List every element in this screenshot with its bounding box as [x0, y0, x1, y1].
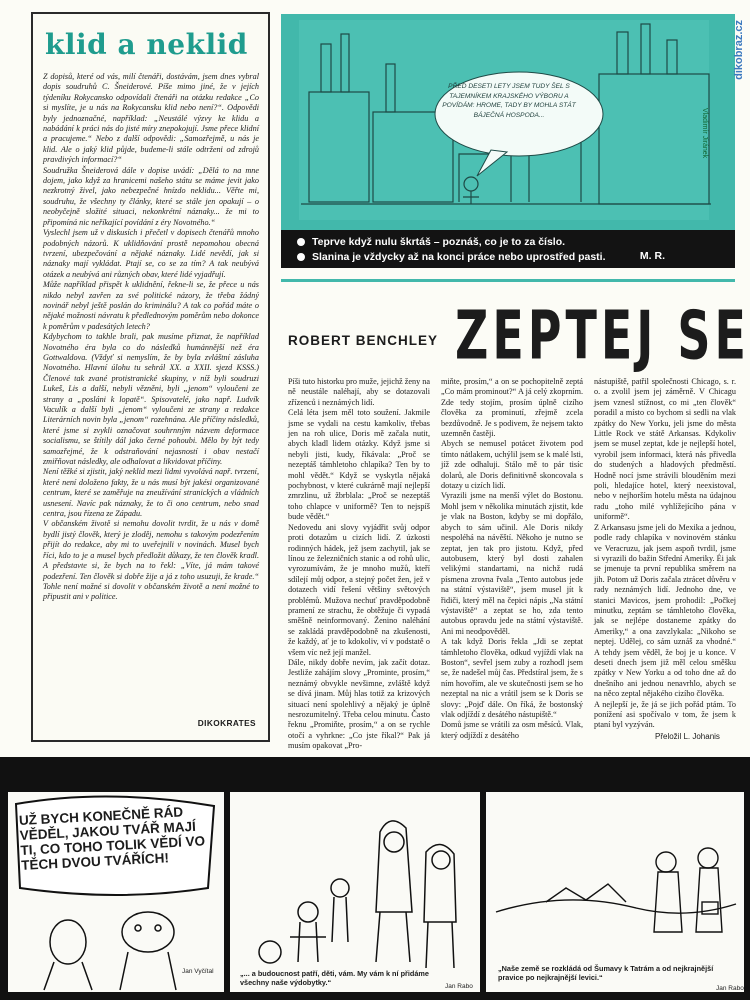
- comic-panel-3: [486, 792, 744, 992]
- watermark: dikobraz.cz: [733, 20, 745, 80]
- left-article-body: Z dopisů, které od vás, milí čtenáři, dostávám, jsem dnes vybral dopis soudruhů C. Šneiderové. Píše mimo jiné, že v jejích týdeníku Rokycansko odpovídali čtenáři na otázku redakce „Co si myslíte, je u nás na Rokycansku klid nebo není?“. Odpovědi byly jednoznačné, například: „Neustálé výzvy ke klidu a nabádání k práci nás do jisté míry znepokojují. Jsme přece klidní a pracujeme.“ Nebo z další odpovědi: „Samozřejmě, u nás je klid. Ale o jaký klid půjde, budeme-li stále odtrženi od zdrojů pravdivých informací?“ Soudružka Šneiderová dále v dopise uvádí: „Dělá to na mne dojem, jako když za hranicemi našeho státu se máme jevit jako nezkrotný živel, jako nebezpečné hnízdo neklidu... Věřte mi, soudruhu, že všechny ty články, které se stále jen opakují – o neobyčejně složité situaci, nekonkrétní náznaky... že mi to připomíná nic neříkající povídání z éry Novotného.“ Vyslechl jsem už v diskusích i přečetl v dopisech čtenářů mnoho podobných názorů. K uklidňování prostě nepomohou obecná tvrzení, ubezpečování a nějaké náznaky. Lidé nevědí, jak si náznaky mají vykládat. Ptají se, co se za tím? A tak neubývá otázek a neubývá ani různých obav, které lidé vyjadřují. Může například přispět k uklidnění, řekne-li se, že přece u nás nikdo nebyl zavřen za své politické názory, že třeba žádný novinář nebyl ještě poslán do kriminálu? A tak co pořád máte o nějaké možnosti návratu k předlednovým poměrům nebo dokonce k poměrům v padesátých letech? Kdybychom to takhle brali, pak musíme přiznat, že například Novotného éra byla co do následků humánnější než éra Gottwaldova. (Vždyť si nemyslím, že by byla zvláštní zásluha Novotného. Hlavní úlohu tu sehrál XX. a XXII. sjezd KSSS.) Členové tak zvané protistranické skupiny, v níž byli soudruzi Lukeš, Lis a další, nebyli vězněni, byli „jenom“ vyloučeni ze strany a „posláni k lopatě“. Spisovatelé, jako např. Ludvík Vaculík a další byli „jenom“ vyloučeni ze strany a redakce Literárních novin byla „jenom“ rozehnána. Ale příčiny následků, které jsme si zvykli označovat souhrnným názvem deformace socialismu, se štítily dál jako černé pohoubi. Mělo by být tedy samozřejmé, že k odstraňování nejasností i obav nestačí zmiřňovat následky, ale odhalovat a likvidovat příčiny. Není těžké si zjistit, jaký neklid mezi lidmi vyvolává např. tvrzení, které není doloženo fakty, že u nás musí být jakési organizované centrum, které se zaměřuje na zneužívání stranických a vládních usnesení. Navíc pak náznaky, že to či ono centrum, nebo snad centra, jsou řízena ze Západu. V občanském životě si nemohu dovolit tvrdit, že u nás v domě bydlí jistý člověk, který je zloděj, nemohu s takovým podezřením přijít do redakce, aby mi to uveřejnili v novinách. Musel bych říci, kdo to je a musel bych předložit důkazy, že ten člověk kradl. A představte si, že bych na to řekl: „Víte, já mám takové podezření. Ten člověk si dobře žije a já z toho usuzuji, že krade.“ Tohle není možné si dovolit v občanském životě a není možné to připustit ani v politice.: [43, 72, 259, 602]
- top-cartoon-panel: [281, 14, 735, 230]
- article-title: ZEPTEJ SE: [455, 296, 750, 375]
- comic-2-drawing: [230, 792, 480, 992]
- left-article-signature: DIKOKRATES: [197, 718, 256, 728]
- left-article-title: klid a neklid: [45, 28, 248, 61]
- article-column-3: nástupiště, patřil společnosti Chicago, s. r. o. a zvolil jsem jej záměrně. V Chicagu jsem vznesl stížnost, co mi „ten člověk“ poradil a místo co bychom si sedli na vlak zpátky do New Yorku, jeli jsme do města Little Rock ve státě Arkansas. Kdykoliv jsem se musel zeptat, kde je nejlepší hotel, vyrobil jsem informaci, která nás přivedla do studených a hladových předměstí. Hodně nocí jsme strávili blouděním mezi poli, hledajíce hotel, který neexistoval, nebo v nejhorším hotelu města na údajnou radu „toho milé vyhlížejícího pána v uniformě“. Z Arkansasu jsme jeli do Mexika a jednou, podle rady chlapíka v novinovém stánku ve Veracruzu, jak jsem aspoň tvrdil, jsme si vyrazili do bažin Střední Ameriky. Éi jak se jmenuje ta první republika směrem na jih. Potom už Doris začala ztrácet důvěru v rady neznámých lidí. Jednoho dne, ve stanici Mavicos, jsem prohodil: „Počkej minutku, zeptám se támhletoho člověka, jak se nejlépe dostaneme zpátky do Ameriky,“ a ona zavzlykala: „Nikoho se neptej. Udělej, co sám uznáš za vhodné.“ A tehdy jsem věděl, že boj je u konce. V deseti dnech jsem již měl celou směšku zpátky v New Yorku a od toho dne až do dnešního ani jednou nenavrhlo, abych se na něco zeptal nějakého cizího člověka. A nejlepší je, že já se jich pořád ptám. To ponížení asi spočívalo v tom, že jsem k ptaní byl vyzýván.: [594, 377, 736, 730]
- article-column-1: Píši tuto historku pro muže, jejichž ženy na ně neustále naléhají, aby se dotazovali zřízenců i neznámých lidí. Celá léta jsem měl toto soužení. Jakmile jsme se vydali na cestu kamkoliv, třebas jen na roh ulice, Doris mě začala nutit, abych kladl lidem otázky. Když jsme si nebyli jisti, kudy, říkávala: „Proč se nezeptáš támhletoho chlapíka? Ten by to mohl vědět.“ Když se vyskytla nějaká pochybnost, v které cukrárně mají nejlepší zmrzlinu, už žbrblala: „Proč se nezeptáš toho chlapce v uniformě? Ten to nejspíš bude vědět.“ Nedovedu ani slovy vyjádřit svůj odpor proti dotazům u cizích lidí. Z úzkosti rodinných hádek, jež jsem zachytil, jak se línou ze železničních stanic a od rohů ulic, vyrozumívám, že je mnoho mužů, kteří sdílejí můj odpor, a stejný počet žen, jež v dotazech vidí řešení většiny světových problémů. Mužova nechuť pravděpodobně pramení ze strachu, že obtěžuje či vypadá směšně neinformovaný. Ženino naléhání se zakládá pravděpodobně na zkušenosti, že každý, ať je to kdokoliv, ví v podstatě o všem víc než její manžel. Dále, nikdy dobře nevím, jak začít dotaz. Jestliže zahájím slovy „Prominte, prosím,“ neznámý obvykle nevšimne, zvláště když se dívá jinam. Můj hlas totiž za krizových situací není spolehlivý a nějaký je úplně nesrozumitelný. Třeba celou minutu. Často řeknu „Promiňte, prosím,“ a on se rychle otočí a vyhrkne: „Co jste říkal?“ Pak já musím opakovat „Pro-: [288, 377, 430, 751]
- top-cartoon-speech: PŘED DESETI LETY JSEM TUDY ŠEL S TAJEMNÍKEM KRAJSKÉHO VÝBORU A POVÍDÁM: HROME, TADY BY MOHLA STÁT BÁJEČNÁ HOSPODA...: [442, 83, 576, 119]
- article-translator: Přeložil L. Johanis: [655, 732, 720, 741]
- comic-3-caption: „Naše země se rozkládá od Šumavy k Tatrám a od nejkrajnější pravice po nejkrajnější levici.“: [498, 964, 714, 982]
- caption-line-1: Teprve když nulu škrtáš – poznáš, co je to za číslo.: [297, 236, 565, 248]
- article-author: ROBERT BENCHLEY: [288, 333, 439, 348]
- top-cartoon-credit: Vladimír Jiránek: [701, 108, 708, 159]
- comic-2-credit: Jan Rabo: [445, 983, 473, 990]
- caption-initials: M. R.: [639, 250, 665, 262]
- section-divider: [281, 279, 735, 282]
- comic-1-credit: Jan Vyčítal: [182, 968, 214, 975]
- top-cartoon-captions: [281, 230, 735, 268]
- bullet-icon: [297, 253, 305, 261]
- left-article-box: [31, 12, 270, 742]
- comic-3-drawing: [486, 792, 744, 992]
- comic-panel-2: [230, 792, 480, 992]
- bullet-icon: [297, 238, 305, 246]
- comic-3-credit: Jan Rabo: [716, 985, 744, 992]
- comic-2-caption: „... a budoucnost patří, děti, vám. My vám k ní přidáme všechny naše výdobytky.“: [240, 969, 429, 987]
- article-column-2: miňte, prosím,“ a on se pochopitelně zeptá „Co mám prominout?“ A já celý zkoprním. Zde tedy stojím, prosím úplně cizího člověka za prominutí, zřejmě zcela bezdůvodně. Je s podivem, že nejsem takto uzemněn častěji. Abych se nemusel potácet životem pod tímto nátlakem, uchýlil jsem se k malé lsti, jíž zde odhaluji. Stálo mě to pár tisíc dolarů, ale Doris definitivně skoncovala s dotazy u cizích lidí. Vyrazili jsme na menší výlet do Bostonu. Mohl jsem v několika minutách zjistit, kde je vlak na Boston, kdyby se mi dopřálo, abych to sám učinil. Ale Doris nikdy nespoléhá na návěští. Někoho je nutno se zeptat, jen tak pro jistotu. Když, před autobusem, který byl dosti zahalen velikými standartami, na nichž rudá písmena zrovna řvala „Tento autobus jede na státní výstaviště“, jsem musel jít k řidiči, který měl na čepici nápis „Na státní výstaviště“ a zeptat se ho, zda tento autobus opravdu jede na státní výstaviště. Ani mi neodpověděl. A tak když Doris řekla „Jdi se zeptat támhletoho člověka, odkud vyjíždí vlak na Boston“, sevřel jsem zuby a rozhodl jsem se, že nadešel můj čas. Předstíral jsem, že s ním hovořím, ale ve skutečnosti jsem se ho nezeptal na nic a vrátil jsem se k Doris se slovy: „Pojď dále. On říká, že bostonský vlak odjíždí z desátého nástupiště.“ Domů jsme se vrátili za osm měsíců. Vlak, který odjíždí z desátého: [441, 377, 583, 740]
- top-cartoon-drawing: [281, 14, 735, 230]
- comic-1-speech: UŽ BYCH KONEČNĚ RÁD VĚDĚL, JAKOU TVÁŘ MAJÍ TI, CO TOHO TOLIK VĚDÍ VO TĚCH DVOU TVÁŘÍCH!: [18, 804, 206, 873]
- caption-line-2: Slanina je vždycky až na konci práce nebo uprostřed pasti.: [297, 251, 606, 263]
